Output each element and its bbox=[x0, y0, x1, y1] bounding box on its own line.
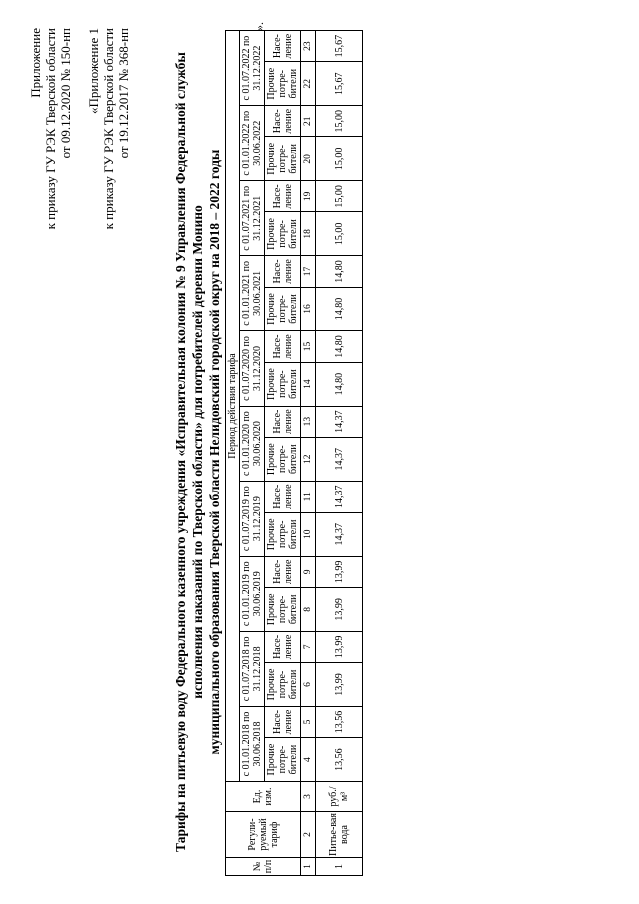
tariff-value-cell: 13,99 bbox=[316, 663, 363, 707]
header-tariff: Регули-руемый тариф bbox=[226, 812, 301, 858]
tariff-table bbox=[225, 30, 363, 876]
tariff-value-cell: 14,37 bbox=[316, 437, 363, 481]
subheader-population: Насе-ление bbox=[265, 106, 301, 137]
tariff-value-cell: 15,00 bbox=[316, 212, 363, 256]
period-cell: с 01.07.2018 по 31.12.2018 bbox=[240, 631, 265, 706]
row-unit: руб./м³ bbox=[316, 782, 363, 812]
subheader-other-consumers: Прочие потре-бители bbox=[265, 587, 301, 631]
column-number-cell: 6 bbox=[301, 663, 316, 707]
period-cell: с 01.01.2019 по 30.06.2019 bbox=[240, 556, 265, 631]
subheader-other-consumers: Прочие потре-бители bbox=[265, 738, 301, 782]
subheader-population: Насе-ление bbox=[265, 481, 301, 512]
period-cell: с 01.01.2021 по 30.06.2021 bbox=[240, 256, 265, 331]
order-header-line: к приказу ГУ РЭК Тверской области bbox=[43, 28, 58, 230]
column-number-cell: 22 bbox=[301, 62, 316, 106]
annex-header-line: «Приложение 1 bbox=[86, 28, 101, 115]
period-cell: с 01.07.2021 по 31.12.2021 bbox=[240, 181, 265, 256]
subheader-population: Насе-ление bbox=[265, 706, 301, 737]
subheader-other-consumers: Прочие потре-бители bbox=[265, 137, 301, 181]
column-number-cell: 4 bbox=[301, 738, 316, 782]
header-unit: Ед. изм. bbox=[226, 782, 301, 812]
tariff-value-cell: 13,99 bbox=[316, 556, 363, 587]
period-cell: с 01.01.2020 по 30.06.2020 bbox=[240, 406, 265, 481]
column-number-cell: 21 bbox=[301, 106, 316, 137]
subheader-population: Насе-ление bbox=[265, 631, 301, 662]
title-line: исполнения наказаний по Тверской области» для потребителей деревни Монино bbox=[190, 205, 205, 699]
title-line: Тарифы на питьевую воду Федерального казенного учреждения «Исправительная колония № 9 Управления Федеральной службы bbox=[173, 52, 188, 852]
subheader-population: Насе-ление bbox=[265, 256, 301, 287]
tariff-value-cell: 14,80 bbox=[316, 287, 363, 331]
subheader-other-consumers: Прочие потре-бители bbox=[265, 512, 301, 556]
order-header bbox=[28, 28, 73, 229]
subheader-population: Насе-ление bbox=[265, 331, 301, 362]
period-cell: с 01.07.2020 по 31.12.2020 bbox=[240, 331, 265, 406]
subheader-other-consumers: Прочие потре-бители bbox=[265, 62, 301, 106]
closing-mark: ». bbox=[252, 22, 266, 31]
subheader-population: Насе-ление bbox=[265, 406, 301, 437]
column-number-cell: 15 bbox=[301, 331, 316, 362]
tariff-value-cell: 14,80 bbox=[316, 362, 363, 406]
column-number-cell: 10 bbox=[301, 512, 316, 556]
column-number-cell: 16 bbox=[301, 287, 316, 331]
column-number-cell: 1 bbox=[301, 858, 316, 876]
column-number-cell: 7 bbox=[301, 631, 316, 662]
period-cell: с 01.01.2022 по 30.06.2022 bbox=[240, 106, 265, 181]
column-number-cell: 12 bbox=[301, 437, 316, 481]
tariff-value-cell: 15,67 bbox=[316, 31, 363, 62]
subheader-other-consumers: Прочие потре-бители bbox=[265, 437, 301, 481]
tariff-value-cell: 13,99 bbox=[316, 587, 363, 631]
document-title bbox=[172, 0, 223, 904]
subheader-other-consumers: Прочие потре-бители bbox=[265, 362, 301, 406]
column-number-cell: 2 bbox=[301, 812, 316, 858]
annex-header-line: от 19.12.2017 № 368-нп bbox=[116, 28, 131, 159]
column-number-cell: 3 bbox=[301, 782, 316, 812]
tariff-value-cell: 13,56 bbox=[316, 706, 363, 737]
row-number: 1 bbox=[316, 858, 363, 876]
tariff-value-cell: 14,80 bbox=[316, 256, 363, 287]
tariff-value-cell: 14,80 bbox=[316, 331, 363, 362]
tariff-value-cell: 14,37 bbox=[316, 406, 363, 437]
subheader-population: Насе-ление bbox=[265, 31, 301, 62]
column-number-cell: 20 bbox=[301, 137, 316, 181]
annex-header-line: к приказу ГУ РЭК Тверской области bbox=[101, 28, 116, 230]
period-cell: с 01.01.2018 по 30.06.2018 bbox=[240, 706, 265, 781]
column-number-cell: 11 bbox=[301, 481, 316, 512]
order-header-line: Приложение bbox=[28, 28, 43, 98]
column-number-cell: 18 bbox=[301, 212, 316, 256]
header-no: № п/п bbox=[226, 858, 301, 876]
column-number-cell: 14 bbox=[301, 362, 316, 406]
column-number-cell: 5 bbox=[301, 706, 316, 737]
annex-header bbox=[86, 28, 131, 229]
subheader-population: Насе-ление bbox=[265, 556, 301, 587]
tariff-value-cell: 14,37 bbox=[316, 481, 363, 512]
period-cell: с 01.07.2019 по 31.12.2019 bbox=[240, 481, 265, 556]
tariff-value-cell: 14,37 bbox=[316, 512, 363, 556]
tariff-value-cell: 15,00 bbox=[316, 137, 363, 181]
period-cell: с 01.07.2022 по 31.12.2022 bbox=[240, 31, 265, 106]
subheader-other-consumers: Прочие потре-бители bbox=[265, 663, 301, 707]
column-number-cell: 23 bbox=[301, 31, 316, 62]
tariff-value-cell: 15,00 bbox=[316, 106, 363, 137]
subheader-other-consumers: Прочие потре-бители bbox=[265, 212, 301, 256]
header-period: Период действия тарифа bbox=[226, 31, 240, 782]
subheader-other-consumers: Прочие потре-бители bbox=[265, 287, 301, 331]
order-header-line: от 09.12.2020 № 150-нп bbox=[58, 28, 73, 159]
tariff-value-cell: 13,56 bbox=[316, 738, 363, 782]
subheader-population: Насе-ление bbox=[265, 181, 301, 212]
column-number-cell: 17 bbox=[301, 256, 316, 287]
tariff-value-cell: 15,67 bbox=[316, 62, 363, 106]
column-number-cell: 8 bbox=[301, 587, 316, 631]
column-number-cell: 9 bbox=[301, 556, 316, 587]
tariff-value-cell: 13,99 bbox=[316, 631, 363, 662]
tariff-value-cell: 15,00 bbox=[316, 181, 363, 212]
column-number-cell: 13 bbox=[301, 406, 316, 437]
row-name: Питье-вая вода bbox=[316, 812, 363, 858]
column-number-cell: 19 bbox=[301, 181, 316, 212]
title-line: муниципального образования Тверской области Нелидовский городской округ на 2018 – 2022 годы bbox=[207, 149, 222, 755]
